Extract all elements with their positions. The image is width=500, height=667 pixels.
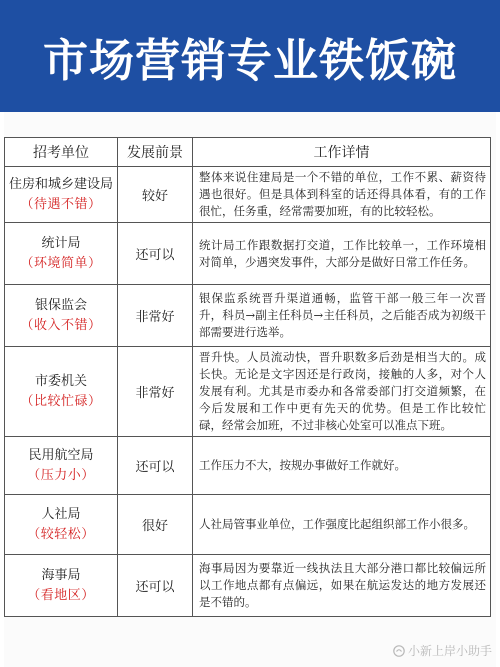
outlook-cell: 非常好: [118, 285, 193, 347]
detail-cell: 工作压力不大，按规办事做好工作就好。: [193, 437, 491, 495]
unit-note: （环境简单）: [20, 255, 102, 271]
unit-cell: [5, 285, 118, 347]
detail-cell: 统计局工作跟数据打交道，工作比较单一，工作环境相对简单，少遇突发事件，大部分是做好日常工作任务。: [193, 223, 491, 285]
table-row: [5, 167, 491, 223]
unit-note: （待遇不错）: [20, 196, 102, 212]
watermark-text: 小新上岸小助手: [407, 644, 492, 658]
header-unit: 招考单位: [5, 138, 118, 167]
unit-name: 民用航空局: [28, 447, 94, 463]
table-row: [5, 347, 491, 437]
unit-name: 银保监会: [34, 297, 87, 313]
detail-cell: 晋升快。人员流动快，晋升职数多后劲是相当大的。成长快。无论是文字因还是行政岗，接触的人多，对个人发展有利。尤其是市委办和各常委部门打交道频繁，在今后发展和工作中更有先天的优势。但是工作比较忙碌，经常会加班，不过非核心处室可以准点下班。: [193, 347, 491, 437]
unit-note: （收入不错）: [20, 317, 102, 333]
table-row: [5, 437, 491, 495]
unit-name: 海事局: [41, 567, 81, 583]
title-banner: [0, 0, 500, 112]
header-outlook: 发展前景: [118, 138, 193, 167]
unit-note: （较轻松）: [27, 526, 95, 542]
outlook-cell: 还可以: [118, 437, 193, 495]
outlook-cell: 还可以: [118, 555, 193, 617]
unit-note: （比较忙碌）: [20, 393, 102, 409]
detail-cell: 海事局因为要靠近一线执法且大部分港口都比较偏远所以工作地点都有点偏远，如果在航运发达的地方发展还是不错的。: [193, 555, 491, 617]
unit-cell: [5, 555, 118, 617]
watermark: [393, 642, 492, 659]
unit-cell: [5, 223, 118, 285]
table-row: [5, 495, 491, 555]
unit-cell: [5, 437, 118, 495]
detail-cell: 人社局管事业单位，工作强度比起组织部工作小很多。: [193, 495, 491, 555]
header-detail: 工作详情: [193, 138, 491, 167]
outlook-cell: 很好: [118, 495, 193, 555]
unit-name: 住房和城乡建设局: [8, 176, 113, 192]
xiaohongshu-logo-icon: [393, 645, 405, 657]
detail-cell: 银保监系统晋升渠道通畅，监管干部一般三年一次晋升，科员→副主任科员→主任科员，之后能否成为初级干部需要进行选举。: [193, 285, 491, 347]
table-row: [5, 285, 491, 347]
table-row: [5, 223, 491, 285]
unit-note: （看地区）: [27, 587, 95, 603]
detail-cell: 整体来说住建局是一个不错的单位，工作不累、薪资待遇也很好。但是具体到科室的话还得具体看，有的工作很忙，任务重，经常需要加班，有的比较轻松。: [193, 167, 491, 223]
unit-name: 市委机关: [34, 373, 87, 389]
table-row: [5, 555, 491, 617]
outlook-cell: 非常好: [118, 347, 193, 437]
outlook-cell: 还可以: [118, 223, 193, 285]
page-title: 市场营销专业铁饭碗: [42, 33, 457, 87]
unit-cell: [5, 495, 118, 555]
unit-cell: [5, 167, 118, 223]
unit-name: 统计局: [41, 235, 81, 251]
unit-note: （压力小）: [27, 467, 95, 483]
outlook-cell: 较好: [118, 167, 193, 223]
unit-name: 人社局: [41, 506, 81, 522]
table-header-row: [5, 138, 491, 167]
unit-cell: [5, 347, 118, 437]
job-table: [4, 137, 491, 617]
